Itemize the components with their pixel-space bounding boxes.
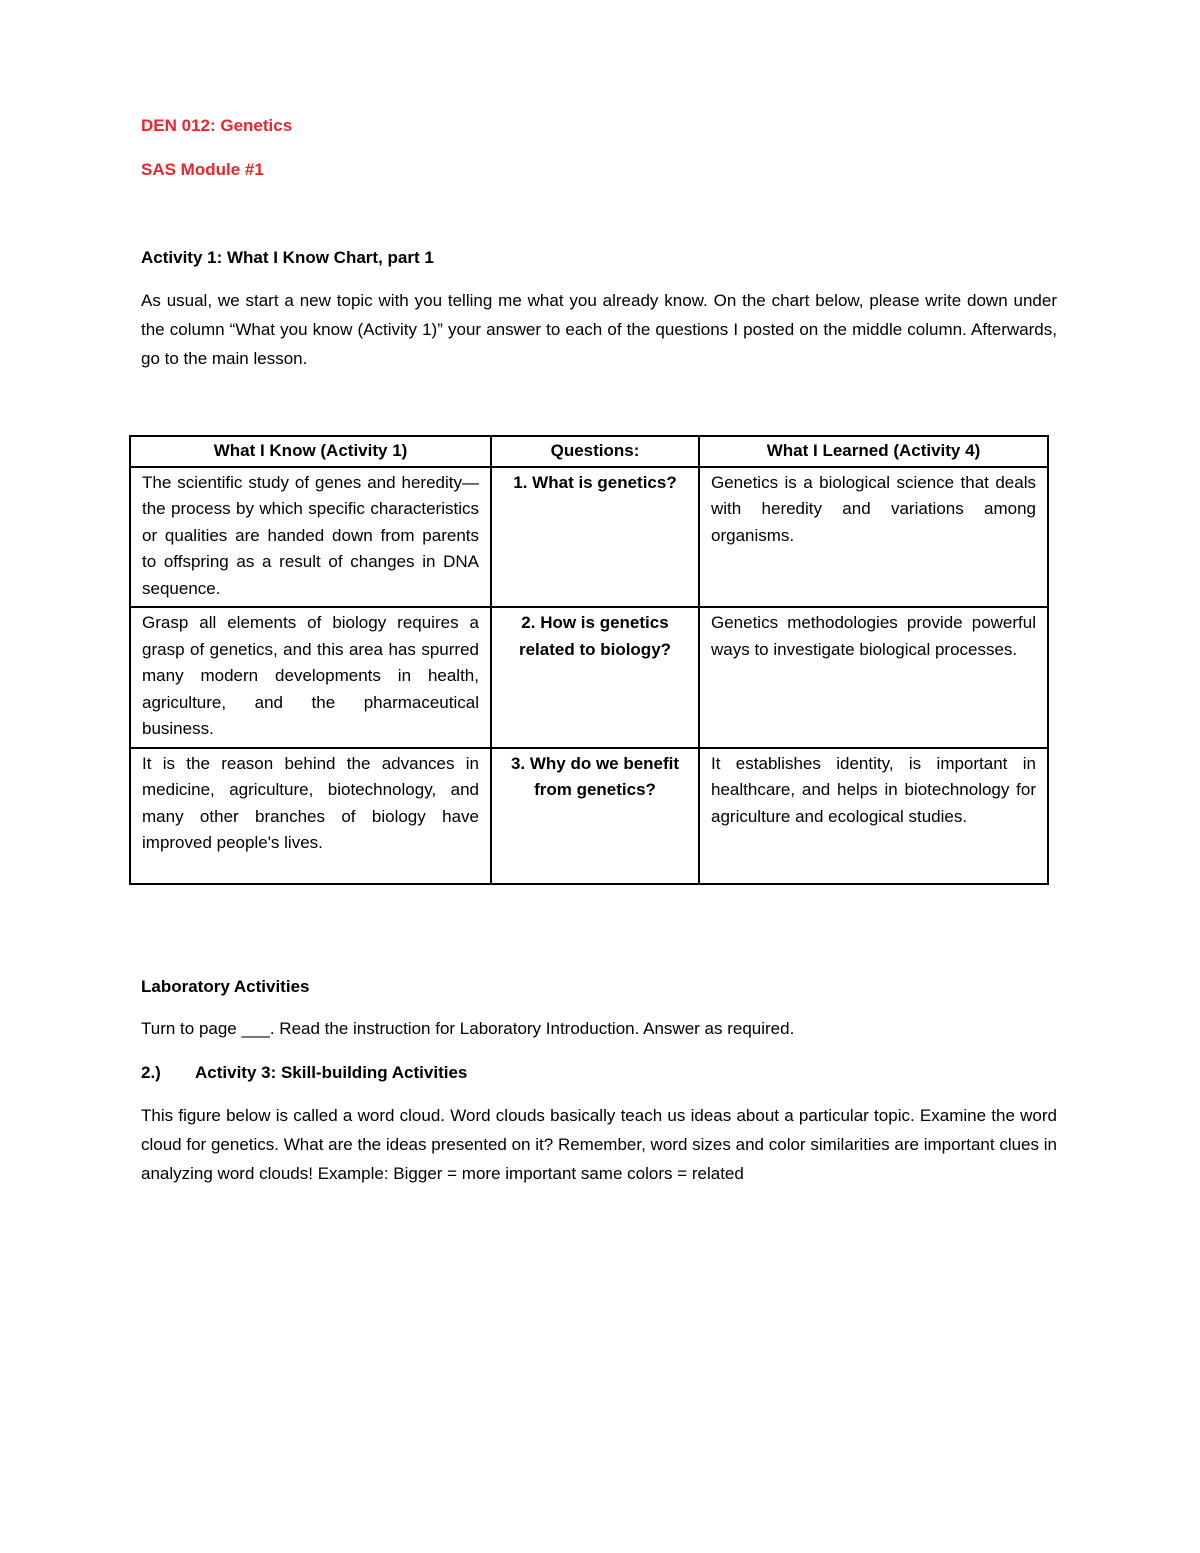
know-cell: The scientific study of genes and heredity—the process by which specific characteristics or qualities are handed down from parents to offspring as a result of changes in DNA sequence. <box>130 467 491 608</box>
header-what-i-know: What I Know (Activity 1) <box>130 436 491 467</box>
know-cell: It is the reason behind the advances in medicine, agriculture, biotechnology, and many other branches of biology have improved people's lives. <box>130 748 491 884</box>
activity3-text: This figure below is called a word cloud. Word clouds basically teach us ideas about a particular topic. Examine the word cloud for genetics. What are the ideas presented on it? Remember, word sizes and color similarities are important clues in analyzing word clouds! Example: Bigger = more important same colors = related <box>141 1105 1057 1183</box>
table-row <box>130 748 1048 884</box>
lab-heading: Laboratory Activities <box>141 976 310 996</box>
table-row <box>130 467 1048 608</box>
course-title: DEN 012: Genetics <box>141 116 293 135</box>
know-cell: Grasp all elements of biology requires a grasp of genetics, and this area has spurred many modern developments in health, agriculture, and the pharmaceutical business. <box>130 607 491 748</box>
lab-instructions: Turn to page ___. Read the instruction for Laboratory Introduction. Answer as required. <box>141 1018 795 1038</box>
learned-cell: Genetics methodologies provide powerful ways to investigate biological processes. <box>699 607 1048 748</box>
activity3-heading-line <box>141 1059 1057 1087</box>
learned-cell: It establishes identity, is important in healthcare, and helps in biotechnology for agriculture and ecological studies. <box>699 748 1048 884</box>
activity3-heading: Activity 3: Skill-building Activities <box>195 1062 468 1082</box>
chart-header-row <box>130 436 1048 467</box>
activity1-intro: As usual, we start a new topic with you telling me what you already know. On the chart below, please write down under the column “What you know (Activity 1)” your answer to each of the questions I posted on the middle column. Afterwards, go to the main lesson. <box>141 291 1057 368</box>
learned-cell: Genetics is a biological science that deals with heredity and variations among organisms. <box>699 467 1048 608</box>
table-row <box>130 607 1048 748</box>
question-cell: 2. How is genetics related to biology? <box>491 607 699 748</box>
question-cell: 1. What is genetics? <box>491 467 699 608</box>
question-cell: 3. Why do we benefit from genetics? <box>491 748 699 884</box>
header-what-i-learned: What I Learned (Activity 4) <box>699 436 1048 467</box>
header-questions: Questions: <box>491 436 699 467</box>
what-i-know-chart <box>129 435 1049 885</box>
activity3-number: 2.) <box>141 1062 161 1082</box>
module-title: SAS Module #1 <box>141 160 264 179</box>
activity1-heading: Activity 1: What I Know Chart, part 1 <box>141 248 434 267</box>
document-page <box>141 112 1057 1188</box>
